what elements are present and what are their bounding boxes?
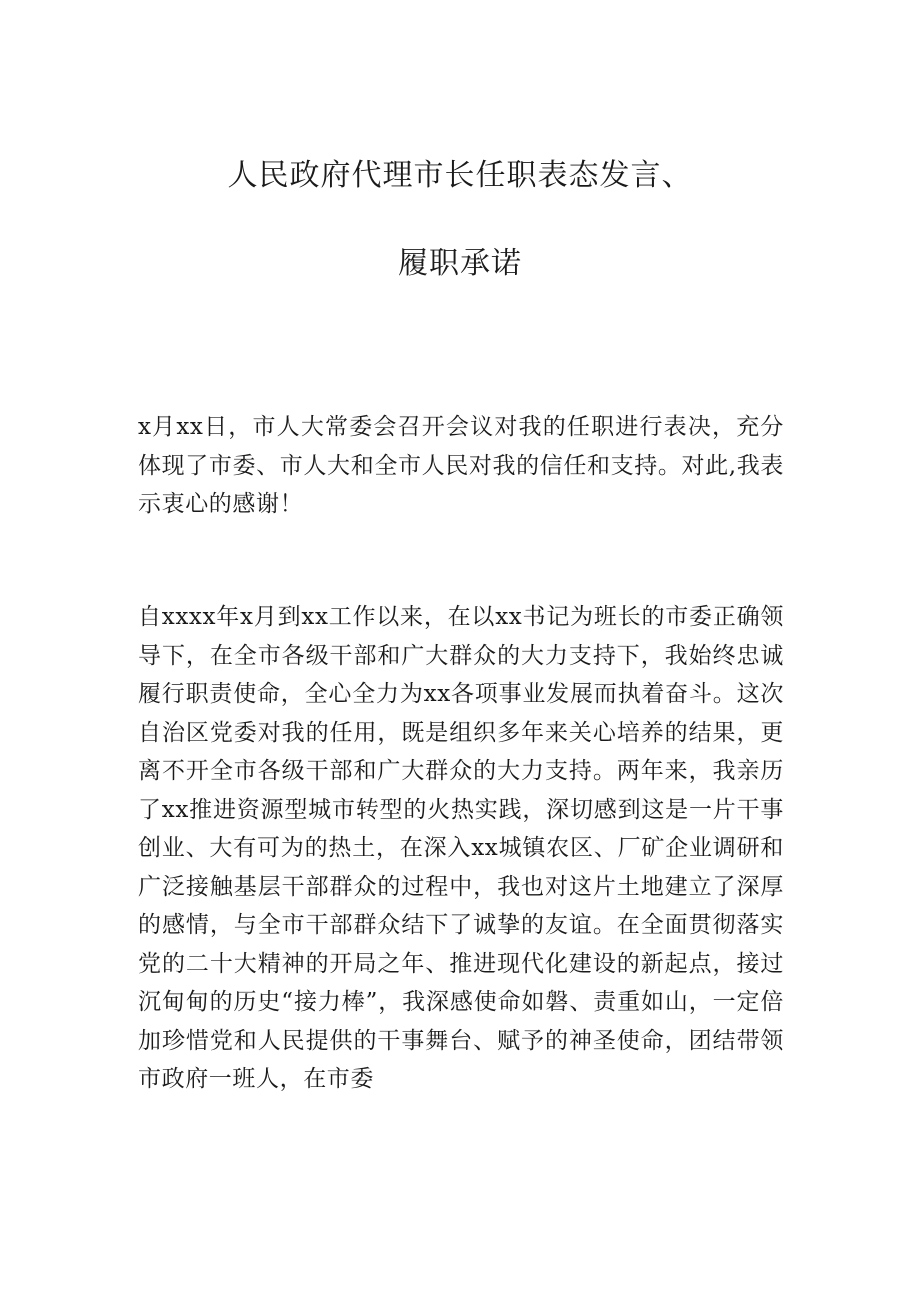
document-title-line2: 履职承诺 [398, 246, 522, 281]
paragraph-1: x月xx日，市人大常委会召开会议对我的任职进行表决，充分体现了市委、市人大和全市人民对我的信任和支持。对此,我表示衷心的感谢！ [138, 414, 784, 517]
paragraph-2: 自xxxx年x月到xx工作以来，在以xx书记为班长的市委正确领导下，在全市各级干部和广大群众的大力支持下，我始终忠诚履行职责使命，全心全力为xx各项事业发展而执着奋斗。这次自治区党委对我的任用，既是组织多年来关心培养的结果，更离不开全市各级干部和广大群众的大力支持。两年来，我亲历了xx推进资源型城市转型的火热实践，深切感到这是一片干事创业、大有可为的热土，在深入xx城镇农区、厂矿企业调研和广泛接触基层干部群众的过程中，我也对这片土地建立了深厚的感情，与全市干部群众结下了诚挚的友谊。在全面贯彻落实党的二十大精神的开局之年、推进现代化建设的新起点，接过沉甸甸的历史“接力棒”，我深感使命如磐、责重如山，一定倍加珍惜党和人民提供的干事舞台、赋予的神圣使命，团结带领市政府一班人，在市委 [138, 604, 784, 1092]
document-title-line1: 人民政府代理市长任职表态发言、 [227, 158, 693, 193]
